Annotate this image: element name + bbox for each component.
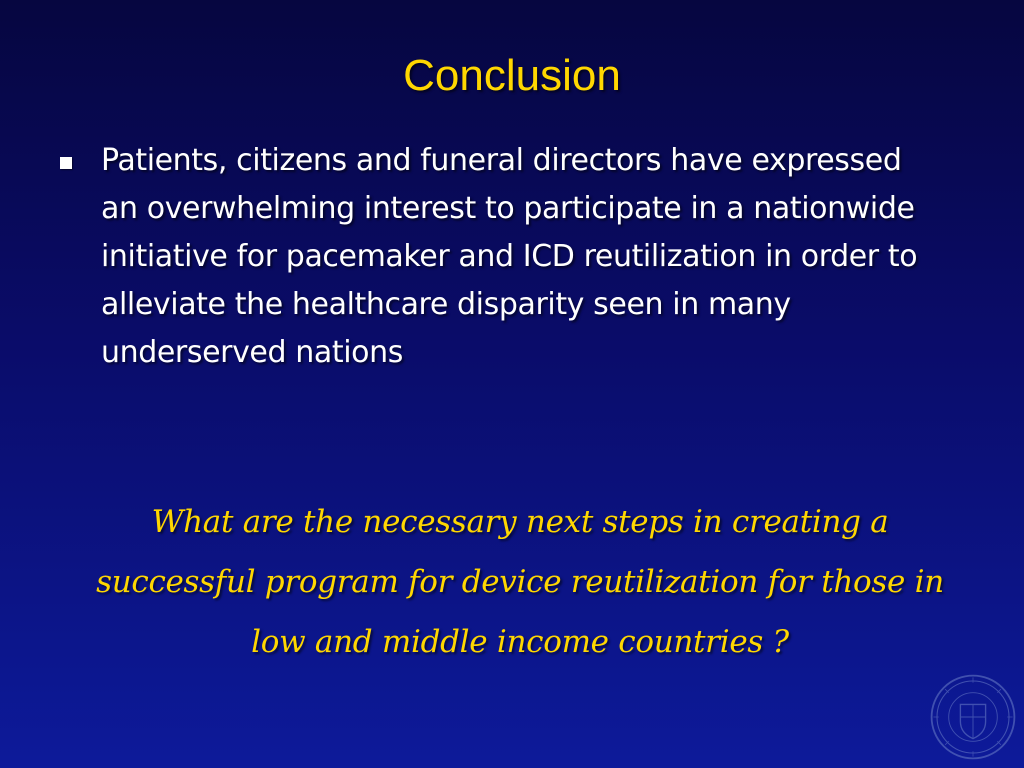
closing-question: What are the necessary next steps in creating a successful program for device reutilization for those in low and middle income countries ? (96, 504, 944, 660)
slide-title: Conclusion (403, 51, 621, 100)
university-seal-icon (928, 672, 1018, 762)
square-bullet-icon (60, 157, 72, 169)
bullet-list-item (60, 137, 940, 377)
bullet-text: Patients, citizens and funeral directors have expressed an overwhelming interest to participate in a nationwide initiative for pacemaker and ICD reutilization in order to alleviate the healthcare disparity seen in many underserved nations (101, 143, 918, 370)
